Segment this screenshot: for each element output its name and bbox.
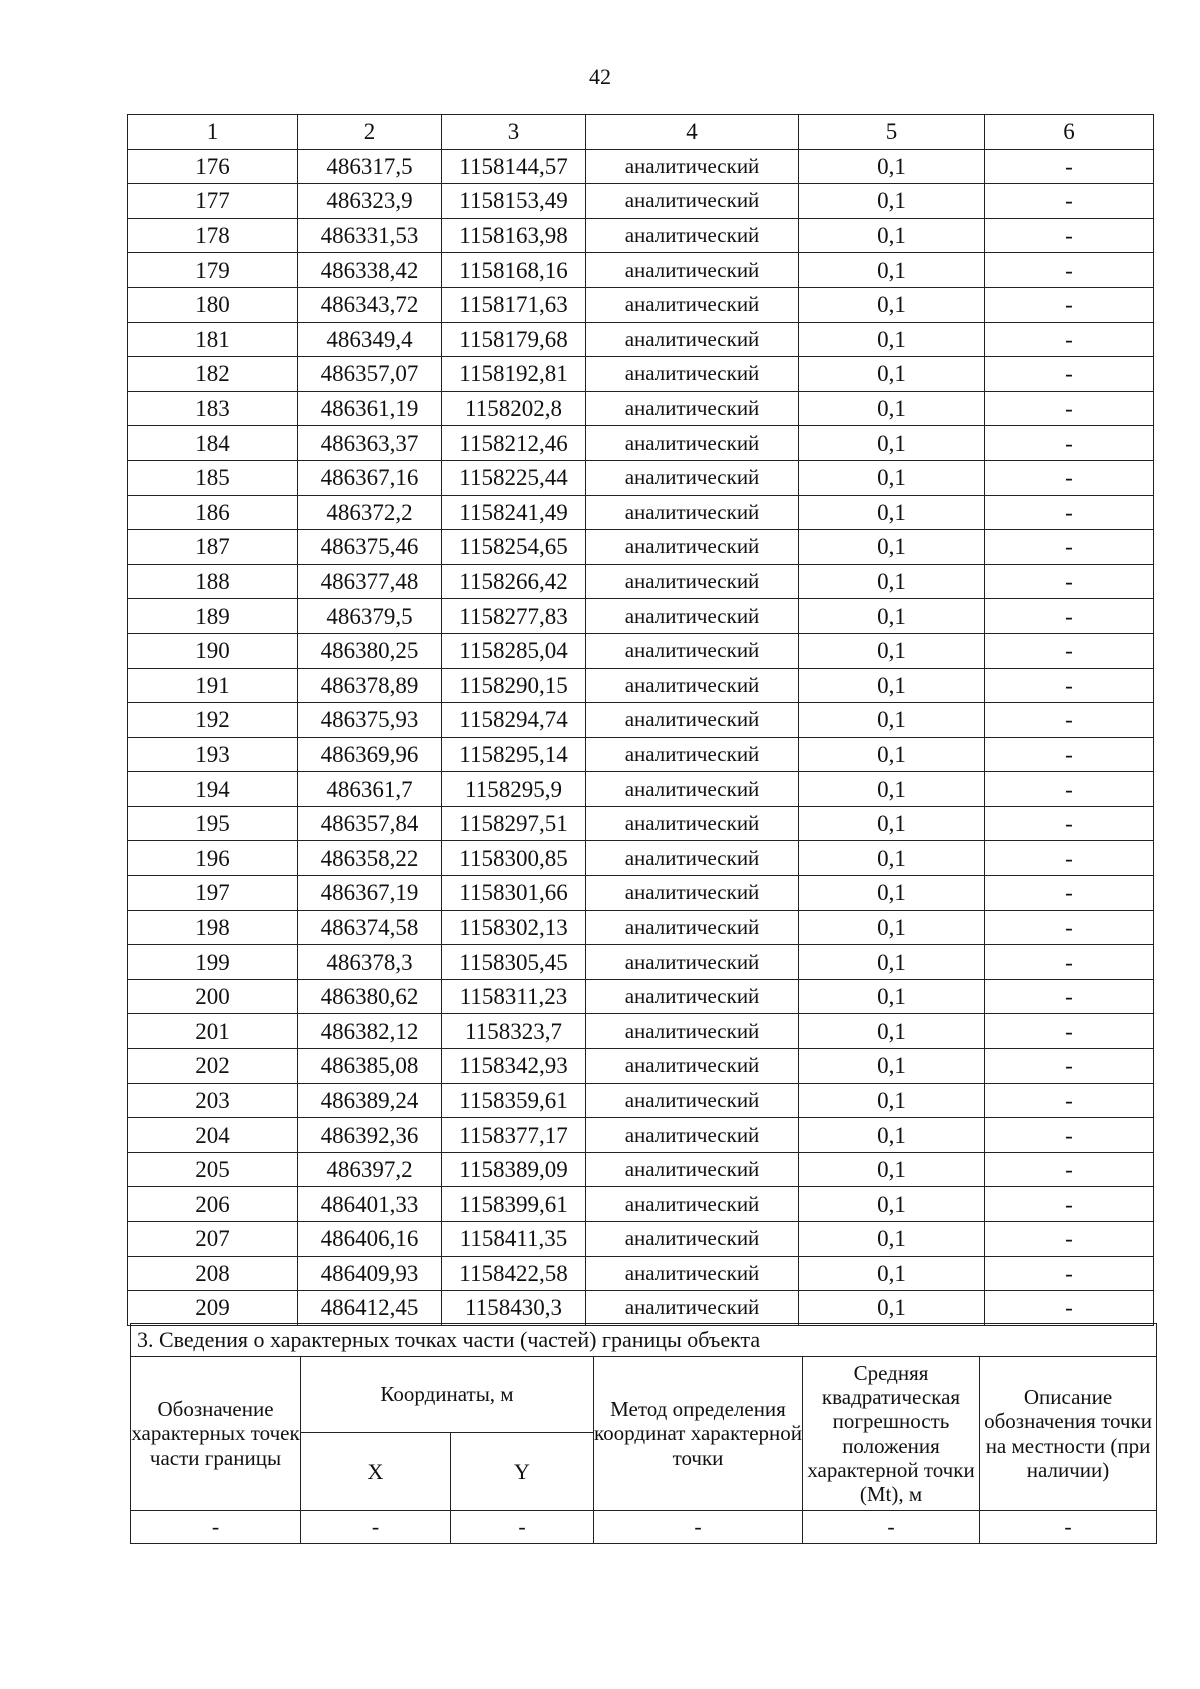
method-cell: аналитический <box>586 564 799 599</box>
table-row <box>128 460 1154 495</box>
x-coordinate-cell: 486317,5 <box>298 149 442 184</box>
page-number: 42 <box>589 64 611 89</box>
table-row <box>128 495 1154 530</box>
table-row <box>128 599 1154 634</box>
x-coordinate-cell: 486412,45 <box>298 1291 442 1326</box>
table-row <box>128 703 1154 738</box>
y-coordinate-cell: 1158422,58 <box>442 1256 586 1291</box>
method-cell: аналитический <box>586 841 799 876</box>
table-row <box>128 945 1154 980</box>
description-cell: - <box>985 1049 1154 1084</box>
column-number: 1 <box>128 115 298 150</box>
table-row <box>128 218 1154 253</box>
point-number-cell: 186 <box>128 495 298 530</box>
point-number-cell: 189 <box>128 599 298 634</box>
table-row <box>128 184 1154 219</box>
x-coordinate-cell: 486338,42 <box>298 253 442 288</box>
accuracy-cell: 0,1 <box>799 1152 985 1187</box>
method-cell: аналитический <box>586 287 799 322</box>
y-coordinate-cell: 1158342,93 <box>442 1049 586 1084</box>
accuracy-cell: 0,1 <box>799 806 985 841</box>
coordinates-table <box>127 114 1154 1326</box>
y-coordinate-cell: 1158212,46 <box>442 426 586 461</box>
x-coordinate-cell: 486369,96 <box>298 737 442 772</box>
description-cell: - <box>985 1014 1154 1049</box>
description-cell: - <box>985 495 1154 530</box>
description-cell: - <box>985 287 1154 322</box>
accuracy-cell: 0,1 <box>799 426 985 461</box>
section3-title: 3. Сведения о характерных точках части (частей) границы объекта <box>131 1324 1157 1357</box>
description-cell: - <box>985 772 1154 807</box>
description-cell: - <box>985 322 1154 357</box>
description-cell: - <box>985 184 1154 219</box>
y-coordinate-cell: 1158290,15 <box>442 668 586 703</box>
table-row <box>128 1083 1154 1118</box>
description-cell: - <box>985 806 1154 841</box>
description-cell: - <box>985 1187 1154 1222</box>
accuracy-cell: 0,1 <box>799 1083 985 1118</box>
point-number-cell: 176 <box>128 149 298 184</box>
point-number-cell: 178 <box>128 218 298 253</box>
point-number-cell: 193 <box>128 737 298 772</box>
section3-empty-row <box>131 1511 1157 1544</box>
point-number-cell: 181 <box>128 322 298 357</box>
method-cell: аналитический <box>586 149 799 184</box>
accuracy-cell: 0,1 <box>799 495 985 530</box>
accuracy-cell: 0,1 <box>799 910 985 945</box>
accuracy-cell: 0,1 <box>799 633 985 668</box>
header-accuracy: Средняя квадратическая погрешность положения характерной точки (Mt), м <box>803 1357 980 1511</box>
point-number-cell: 209 <box>128 1291 298 1326</box>
table-row <box>128 1118 1154 1153</box>
accuracy-cell: 0,1 <box>799 772 985 807</box>
y-coordinate-cell: 1158277,83 <box>442 599 586 634</box>
empty-cell: - <box>980 1511 1157 1544</box>
accuracy-cell: 0,1 <box>799 149 985 184</box>
accuracy-cell: 0,1 <box>799 1291 985 1326</box>
accuracy-cell: 0,1 <box>799 287 985 322</box>
x-coordinate-cell: 486363,37 <box>298 426 442 461</box>
point-number-cell: 179 <box>128 253 298 288</box>
empty-cell: - <box>451 1511 594 1544</box>
point-number-cell: 200 <box>128 979 298 1014</box>
accuracy-cell: 0,1 <box>799 979 985 1014</box>
description-cell: - <box>985 391 1154 426</box>
accuracy-cell: 0,1 <box>799 1049 985 1084</box>
y-coordinate-cell: 1158285,04 <box>442 633 586 668</box>
y-coordinate-cell: 1158377,17 <box>442 1118 586 1153</box>
description-cell: - <box>985 841 1154 876</box>
method-cell: аналитический <box>586 391 799 426</box>
header-x: X <box>301 1433 451 1511</box>
y-coordinate-cell: 1158163,98 <box>442 218 586 253</box>
y-coordinate-cell: 1158399,61 <box>442 1187 586 1222</box>
y-coordinate-cell: 1158153,49 <box>442 184 586 219</box>
x-coordinate-cell: 486392,36 <box>298 1118 442 1153</box>
y-coordinate-cell: 1158241,49 <box>442 495 586 530</box>
header-method: Метод определения координат характерной точки <box>594 1357 803 1511</box>
accuracy-cell: 0,1 <box>799 1014 985 1049</box>
x-coordinate-cell: 486367,19 <box>298 876 442 911</box>
x-coordinate-cell: 486357,07 <box>298 357 442 392</box>
x-coordinate-cell: 486361,7 <box>298 772 442 807</box>
table-row <box>128 979 1154 1014</box>
table-row <box>128 772 1154 807</box>
y-coordinate-cell: 1158171,63 <box>442 287 586 322</box>
point-number-cell: 207 <box>128 1222 298 1257</box>
table-row <box>128 391 1154 426</box>
method-cell: аналитический <box>586 1049 799 1084</box>
description-cell: - <box>985 1222 1154 1257</box>
method-cell: аналитический <box>586 1256 799 1291</box>
description-cell: - <box>985 876 1154 911</box>
x-coordinate-cell: 486378,89 <box>298 668 442 703</box>
method-cell: аналитический <box>586 1014 799 1049</box>
y-coordinate-cell: 1158294,74 <box>442 703 586 738</box>
accuracy-cell: 0,1 <box>799 218 985 253</box>
accuracy-cell: 0,1 <box>799 184 985 219</box>
header-coordinates: Координаты, м <box>301 1357 594 1433</box>
description-cell: - <box>985 1083 1154 1118</box>
table-row <box>128 1187 1154 1222</box>
accuracy-cell: 0,1 <box>799 599 985 634</box>
description-cell: - <box>985 149 1154 184</box>
x-coordinate-cell: 486382,12 <box>298 1014 442 1049</box>
x-coordinate-cell: 486378,3 <box>298 945 442 980</box>
method-cell: аналитический <box>586 945 799 980</box>
description-cell: - <box>985 1256 1154 1291</box>
x-coordinate-cell: 486379,5 <box>298 599 442 634</box>
accuracy-cell: 0,1 <box>799 1222 985 1257</box>
accuracy-cell: 0,1 <box>799 876 985 911</box>
description-cell: - <box>985 668 1154 703</box>
description-cell: - <box>985 945 1154 980</box>
header-y: Y <box>451 1433 594 1511</box>
method-cell: аналитический <box>586 806 799 841</box>
method-cell: аналитический <box>586 322 799 357</box>
point-number-cell: 203 <box>128 1083 298 1118</box>
x-coordinate-cell: 486374,58 <box>298 910 442 945</box>
y-coordinate-cell: 1158179,68 <box>442 322 586 357</box>
x-coordinate-cell: 486349,4 <box>298 322 442 357</box>
accuracy-cell: 0,1 <box>799 1187 985 1222</box>
table-row <box>128 426 1154 461</box>
method-cell: аналитический <box>586 1291 799 1326</box>
table-row <box>128 564 1154 599</box>
column-number: 3 <box>442 115 586 150</box>
description-cell: - <box>985 460 1154 495</box>
point-number-cell: 192 <box>128 703 298 738</box>
header-description: Описание обозначения точки на местности (при наличии) <box>980 1357 1157 1511</box>
x-coordinate-cell: 486401,33 <box>298 1187 442 1222</box>
description-cell: - <box>985 633 1154 668</box>
y-coordinate-cell: 1158305,45 <box>442 945 586 980</box>
method-cell: аналитический <box>586 876 799 911</box>
x-coordinate-cell: 486409,93 <box>298 1256 442 1291</box>
y-coordinate-cell: 1158300,85 <box>442 841 586 876</box>
table-row <box>128 287 1154 322</box>
method-cell: аналитический <box>586 1187 799 1222</box>
point-number-cell: 199 <box>128 945 298 980</box>
y-coordinate-cell: 1158192,81 <box>442 357 586 392</box>
y-coordinate-cell: 1158295,9 <box>442 772 586 807</box>
point-number-cell: 191 <box>128 668 298 703</box>
x-coordinate-cell: 486357,84 <box>298 806 442 841</box>
x-coordinate-cell: 486389,24 <box>298 1083 442 1118</box>
accuracy-cell: 0,1 <box>799 322 985 357</box>
point-number-cell: 185 <box>128 460 298 495</box>
description-cell: - <box>985 1291 1154 1326</box>
point-number-cell: 194 <box>128 772 298 807</box>
y-coordinate-cell: 1158144,57 <box>442 149 586 184</box>
method-cell: аналитический <box>586 218 799 253</box>
method-cell: аналитический <box>586 530 799 565</box>
description-cell: - <box>985 1118 1154 1153</box>
table-row <box>128 253 1154 288</box>
x-coordinate-cell: 486358,22 <box>298 841 442 876</box>
description-cell: - <box>985 599 1154 634</box>
y-coordinate-cell: 1158254,65 <box>442 530 586 565</box>
y-coordinate-cell: 1158297,51 <box>442 806 586 841</box>
column-number: 2 <box>298 115 442 150</box>
table-row <box>128 668 1154 703</box>
x-coordinate-cell: 486406,16 <box>298 1222 442 1257</box>
accuracy-cell: 0,1 <box>799 1118 985 1153</box>
point-number-cell: 188 <box>128 564 298 599</box>
table-row <box>128 149 1154 184</box>
y-coordinate-cell: 1158225,44 <box>442 460 586 495</box>
description-cell: - <box>985 218 1154 253</box>
method-cell: аналитический <box>586 599 799 634</box>
y-coordinate-cell: 1158323,7 <box>442 1014 586 1049</box>
table-row <box>128 357 1154 392</box>
method-cell: аналитический <box>586 910 799 945</box>
method-cell: аналитический <box>586 184 799 219</box>
accuracy-cell: 0,1 <box>799 564 985 599</box>
table-row <box>128 1152 1154 1187</box>
x-coordinate-cell: 486323,9 <box>298 184 442 219</box>
point-number-cell: 190 <box>128 633 298 668</box>
table-row <box>128 841 1154 876</box>
column-number: 4 <box>586 115 799 150</box>
method-cell: аналитический <box>586 253 799 288</box>
description-cell: - <box>985 426 1154 461</box>
x-coordinate-cell: 486367,16 <box>298 460 442 495</box>
table-row <box>128 1256 1154 1291</box>
section3-table <box>130 1323 1157 1544</box>
method-cell: аналитический <box>586 426 799 461</box>
point-number-cell: 177 <box>128 184 298 219</box>
description-cell: - <box>985 737 1154 772</box>
method-cell: аналитический <box>586 772 799 807</box>
y-coordinate-cell: 1158302,13 <box>442 910 586 945</box>
accuracy-cell: 0,1 <box>799 391 985 426</box>
point-number-cell: 180 <box>128 287 298 322</box>
x-coordinate-cell: 486380,25 <box>298 633 442 668</box>
point-number-cell: 196 <box>128 841 298 876</box>
description-cell: - <box>985 530 1154 565</box>
table-row <box>128 1049 1154 1084</box>
method-cell: аналитический <box>586 668 799 703</box>
point-number-cell: 206 <box>128 1187 298 1222</box>
y-coordinate-cell: 1158359,61 <box>442 1083 586 1118</box>
table-row <box>128 910 1154 945</box>
column-number: 6 <box>985 115 1154 150</box>
y-coordinate-cell: 1158430,3 <box>442 1291 586 1326</box>
table-row <box>128 806 1154 841</box>
x-coordinate-cell: 486377,48 <box>298 564 442 599</box>
header-designation: Обозначение характерных точек части границы <box>131 1357 301 1511</box>
x-coordinate-cell: 486385,08 <box>298 1049 442 1084</box>
method-cell: аналитический <box>586 633 799 668</box>
y-coordinate-cell: 1158301,66 <box>442 876 586 911</box>
empty-cell: - <box>131 1511 301 1544</box>
x-coordinate-cell: 486375,93 <box>298 703 442 738</box>
method-cell: аналитический <box>586 357 799 392</box>
description-cell: - <box>985 253 1154 288</box>
x-coordinate-cell: 486361,19 <box>298 391 442 426</box>
accuracy-cell: 0,1 <box>799 1256 985 1291</box>
point-number-cell: 184 <box>128 426 298 461</box>
column-number: 5 <box>799 115 985 150</box>
point-number-cell: 208 <box>128 1256 298 1291</box>
table-row <box>128 322 1154 357</box>
y-coordinate-cell: 1158295,14 <box>442 737 586 772</box>
method-cell: аналитический <box>586 1222 799 1257</box>
column-number-row <box>128 115 1154 150</box>
description-cell: - <box>985 703 1154 738</box>
accuracy-cell: 0,1 <box>799 460 985 495</box>
accuracy-cell: 0,1 <box>799 253 985 288</box>
point-number-cell: 201 <box>128 1014 298 1049</box>
point-number-cell: 198 <box>128 910 298 945</box>
table-row <box>128 1222 1154 1257</box>
description-cell: - <box>985 357 1154 392</box>
x-coordinate-cell: 486397,2 <box>298 1152 442 1187</box>
accuracy-cell: 0,1 <box>799 945 985 980</box>
accuracy-cell: 0,1 <box>799 357 985 392</box>
y-coordinate-cell: 1158168,16 <box>442 253 586 288</box>
y-coordinate-cell: 1158266,42 <box>442 564 586 599</box>
method-cell: аналитический <box>586 1083 799 1118</box>
description-cell: - <box>985 910 1154 945</box>
x-coordinate-cell: 486331,53 <box>298 218 442 253</box>
description-cell: - <box>985 1152 1154 1187</box>
accuracy-cell: 0,1 <box>799 703 985 738</box>
point-number-cell: 204 <box>128 1118 298 1153</box>
point-number-cell: 205 <box>128 1152 298 1187</box>
table-row <box>128 1291 1154 1326</box>
point-number-cell: 183 <box>128 391 298 426</box>
y-coordinate-cell: 1158411,35 <box>442 1222 586 1257</box>
y-coordinate-cell: 1158202,8 <box>442 391 586 426</box>
accuracy-cell: 0,1 <box>799 841 985 876</box>
point-number-cell: 202 <box>128 1049 298 1084</box>
accuracy-cell: 0,1 <box>799 737 985 772</box>
method-cell: аналитический <box>586 737 799 772</box>
method-cell: аналитический <box>586 979 799 1014</box>
x-coordinate-cell: 486372,2 <box>298 495 442 530</box>
description-cell: - <box>985 979 1154 1014</box>
y-coordinate-cell: 1158311,23 <box>442 979 586 1014</box>
point-number-cell: 197 <box>128 876 298 911</box>
x-coordinate-cell: 486380,62 <box>298 979 442 1014</box>
point-number-cell: 182 <box>128 357 298 392</box>
point-number-cell: 187 <box>128 530 298 565</box>
x-coordinate-cell: 486343,72 <box>298 287 442 322</box>
y-coordinate-cell: 1158389,09 <box>442 1152 586 1187</box>
method-cell: аналитический <box>586 1152 799 1187</box>
empty-cell: - <box>803 1511 980 1544</box>
empty-cell: - <box>301 1511 451 1544</box>
method-cell: аналитический <box>586 703 799 738</box>
table-row <box>128 876 1154 911</box>
method-cell: аналитический <box>586 1118 799 1153</box>
x-coordinate-cell: 486375,46 <box>298 530 442 565</box>
table-row <box>128 530 1154 565</box>
accuracy-cell: 0,1 <box>799 668 985 703</box>
table-row <box>128 1014 1154 1049</box>
method-cell: аналитический <box>586 495 799 530</box>
table-row <box>128 737 1154 772</box>
empty-cell: - <box>594 1511 803 1544</box>
point-number-cell: 195 <box>128 806 298 841</box>
accuracy-cell: 0,1 <box>799 530 985 565</box>
table-row <box>128 633 1154 668</box>
method-cell: аналитический <box>586 460 799 495</box>
description-cell: - <box>985 564 1154 599</box>
